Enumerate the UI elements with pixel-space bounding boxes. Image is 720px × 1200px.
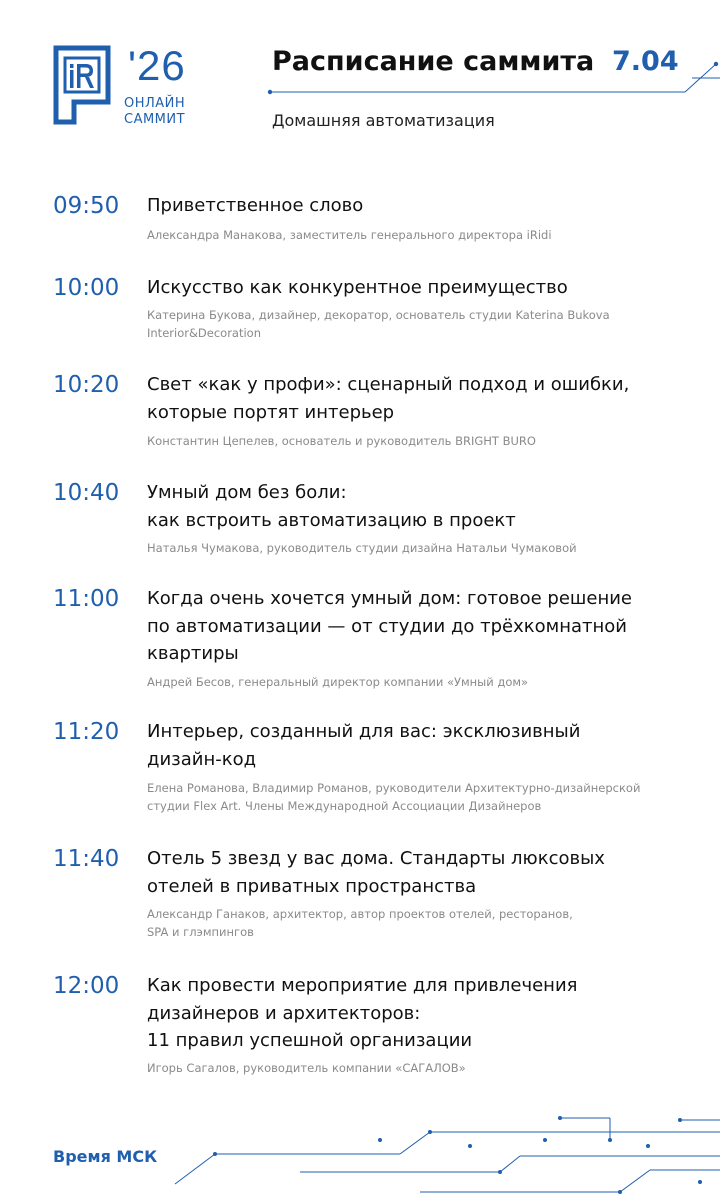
session-time: 10:40	[53, 480, 120, 506]
session-title: Интерьер, созданный для вас: эксклюзивный дизайн-код	[147, 721, 581, 770]
timezone-label: Время МСК	[53, 1147, 158, 1166]
session-time: 11:00	[53, 586, 120, 612]
session-speaker: Александра Манакова, заместитель генерального директора iRidi	[147, 228, 552, 242]
session-speaker: Константин Цепелев, основатель и руководитель BRIGHT BURO	[147, 434, 536, 448]
logo-line-summit: САММИТ	[124, 112, 186, 127]
summit-date: 7.04	[612, 46, 679, 77]
session-speaker: Игорь Сагалов, руководитель компании «САГАЛОВ»	[147, 1061, 466, 1075]
session-title: Отель 5 звезд у вас дома. Стандарты люксовых отелей в приватных пространства	[147, 848, 605, 897]
summit-logo	[52, 42, 202, 132]
session-time: 11:20	[53, 719, 120, 745]
session-time: 10:00	[53, 275, 120, 301]
session-time: 09:50	[53, 193, 120, 219]
session-time: 10:20	[53, 372, 120, 398]
session-speaker: Наталья Чумакова, руководитель студии дизайна Натальи Чумаковой	[147, 541, 577, 555]
iridi-logo-icon	[52, 42, 124, 128]
session-title: Приветственное слово	[147, 195, 364, 216]
session-title: Умный дом без боли: как встроить автоматизацию в проект	[147, 482, 516, 531]
session-time: 12:00	[53, 973, 120, 999]
session-title: Искусство как конкурентное преимущество	[147, 277, 568, 298]
session-speaker: Андрей Бесов, генеральный директор компании «Умный дом»	[147, 675, 529, 689]
session-speaker: Александр Ганаков, архитектор, автор проектов отелей, ресторанов, SPA и глэмпингов	[147, 907, 573, 939]
logo-line-online: ОНЛАЙН	[124, 96, 186, 111]
logo-year: '26	[128, 42, 186, 89]
session-title: Когда очень хочется умный дом: готовое решение по автоматизации — от студии до трёхкомнатной квартиры	[147, 588, 632, 664]
session-title: Как провести мероприятие для привлечения дизайнеров и архитекторов: 11 правил успешной организации	[147, 975, 578, 1051]
session-time: 11:40	[53, 846, 120, 872]
session-speaker: Елена Романова, Владимир Романов, руководители Архитектурно-дизайнерской студии Flex Art. Члены Международной Ассоциации Дизайнеров	[147, 781, 641, 813]
session-title: Свет «как у профи»: сценарный подход и ошибки, которые портят интерьер	[147, 374, 630, 423]
session-speaker: Катерина Букова, дизайнер, декоратор, основатель студии Katerina Bukova Interior&Decoration	[147, 308, 610, 340]
page-title: Расписание саммита	[272, 46, 595, 77]
summit-track: Домашняя автоматизация	[272, 111, 495, 130]
